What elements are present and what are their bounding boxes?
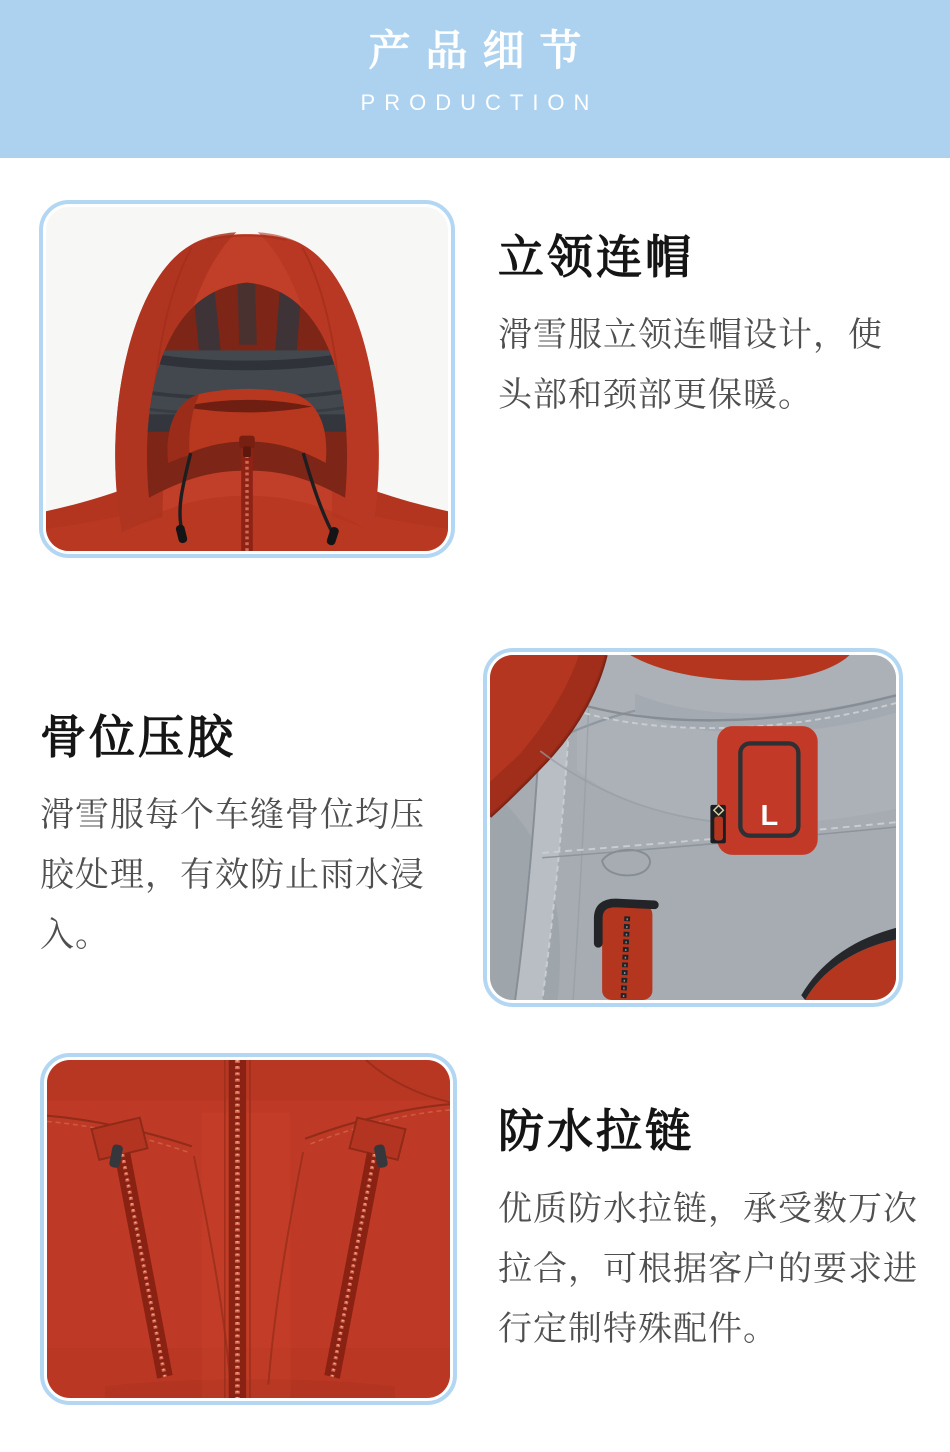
interior-photo (483, 648, 903, 1007)
hang-tag (710, 805, 725, 843)
feature-seam-body (40, 785, 480, 965)
body-line: 头部和颈部更保暖。 (498, 376, 813, 415)
feature-hood-body (498, 305, 933, 425)
feature-zipper-title: 防水拉链 (498, 1105, 694, 1157)
feature-zipper (498, 1104, 950, 1359)
body-line: 滑雪服立领连帽设计，使 (498, 316, 883, 355)
inner-pocket (598, 903, 654, 1000)
feature-seam-taping (40, 710, 480, 965)
hood-photo-illustration (46, 207, 448, 551)
body-line: 滑雪服每个车缝骨位均压 (40, 796, 425, 835)
page-subtitle: PRODUCTION (360, 90, 599, 116)
feature-zipper-body (498, 1179, 950, 1359)
size-label: L (760, 800, 779, 833)
body-line: 行定制特殊配件。 (498, 1310, 778, 1349)
hood-photo (39, 200, 455, 558)
body-line: 优质防水拉链，承受数万次 (498, 1190, 918, 1229)
page-title: 产品细节 (368, 27, 597, 74)
front-zipper (239, 436, 255, 551)
zipper-photo-illustration (47, 1060, 450, 1398)
zipper-photo (40, 1053, 457, 1405)
body-line: 入。 (40, 916, 110, 955)
feature-hood (498, 230, 933, 425)
size-label-patch (717, 726, 818, 855)
feature-seam-title: 骨位压胶 (40, 711, 236, 763)
body-line: 拉合，可根据客户的要求进 (498, 1250, 918, 1289)
body-line: 胶处理，有效防止雨水浸 (40, 856, 425, 895)
feature-hood-title: 立领连帽 (498, 231, 694, 283)
page-header (0, 0, 950, 158)
interior-photo-illustration (490, 655, 896, 1000)
